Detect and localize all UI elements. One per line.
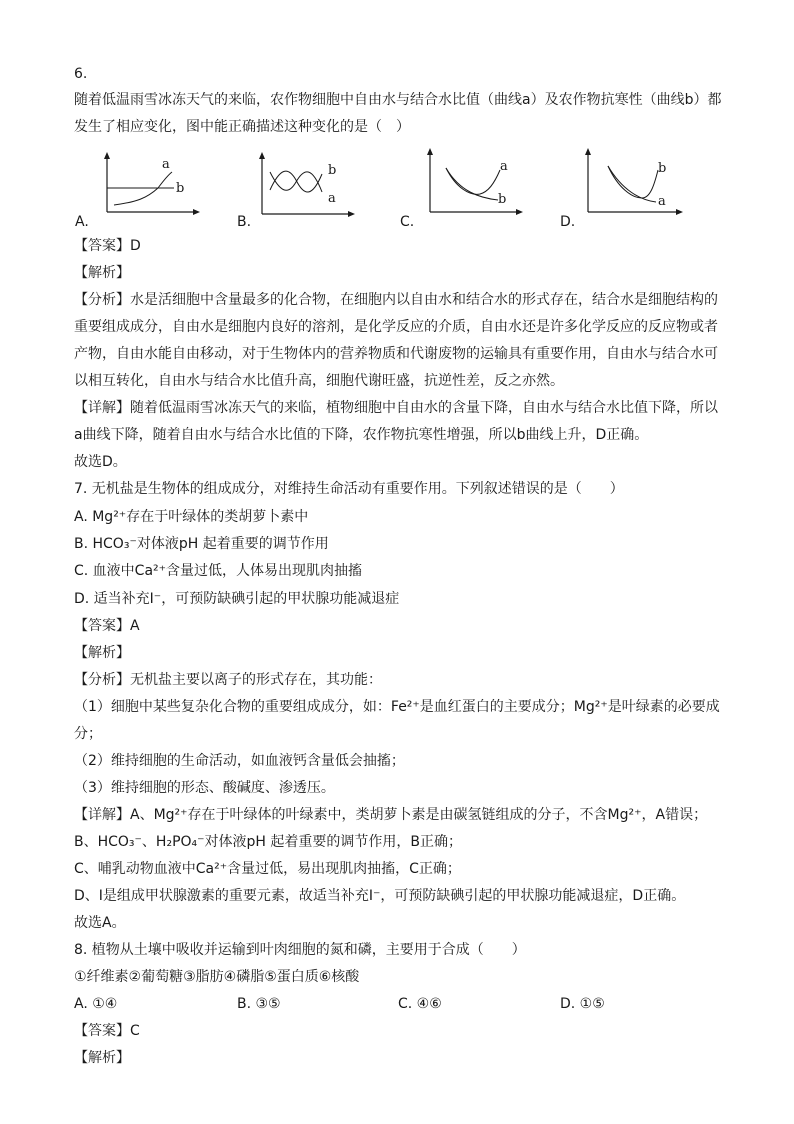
option-7d: D. 适当补充I⁻，可预防缺碘引起的甲状腺功能减退症 <box>74 591 400 607</box>
question-7-detail-line1: 【详解】A、Mg²⁺存在于叶绿体的叶绿素中，类胡萝卜素是由碳氢链组成的分子，不含Mg²⁺，A错误； <box>74 807 708 823</box>
question-6-stem-line1: 随着低温雨雪冰冻天气的来临，农作物细胞中自由水与结合水比值（曲线a）及农作物抗寒性（曲线b）都 <box>74 92 722 108</box>
question-6-analysis-line4: 以相互转化，自由水与结合水比值升高，细胞代谢旺盛，抗逆性差，反之亦然。 <box>74 373 564 389</box>
graph-d-label-mid: a <box>658 194 666 209</box>
question-8-stem: 8. 植物从土壤中吸收并运输到叶肉细胞的氮和磷，主要用于合成（ ） <box>74 942 526 958</box>
question-8-items: ①纤维素②葡萄糖③脂肪④磷脂⑤蛋白质⑥核酸 <box>74 969 360 985</box>
graph-a-label-mid: b <box>176 181 185 196</box>
question-6-detail-line1: 【详解】随着低温雨雪冰冻天气的来临，植物细胞中自由水的含量下降，自由水与结合水比值下降，所以 <box>74 400 718 416</box>
question-6-analysis-line3: 产物，自由水能自由移动，对于生物体内的营养物质和代谢废物的运输具有重要作用，自由水与结合水可 <box>74 346 718 362</box>
question-6-choose: 故选D。 <box>74 454 127 470</box>
question-7-analysis-line3: 分； <box>74 726 102 742</box>
graph-option-c <box>420 146 530 218</box>
question-6-answer: 【答案】D <box>74 238 141 254</box>
question-7-analysis-line2: （1）细胞中某些复杂化合物的重要组成成分，如：Fe²⁺是血红蛋白的主要成分；Mg²⁺是叶绿素的必要成 <box>74 699 720 715</box>
question-8-jiexi: 【解析】 <box>74 1050 130 1066</box>
question-6-analysis-line2: 重要组成成分，自由水是细胞内良好的溶剂，是化学反应的介质，自由水还是许多化学反应的反应物或者 <box>74 319 718 335</box>
option-7c: C. 血液中Ca²⁺含量过低，人体易出现肌肉抽搐 <box>74 563 363 579</box>
graph-b-label-mid: a <box>328 191 336 206</box>
question-7-detail-line3: C、哺乳动物血液中Ca²⁺含量过低，易出现肌肉抽搐，C正确； <box>74 861 461 877</box>
question-7-analysis-line1: 【分析】无机盐主要以离子的形式存在，其功能： <box>74 672 382 688</box>
question-7-detail-line4: D、I是组成甲状腺激素的重要元素，故适当补充I⁻，可预防缺碘引起的甲状腺功能减退症，D正确。 <box>74 888 686 904</box>
option-7b: B. HCO₃⁻对体液pH 起着重要的调节作用 <box>74 536 329 552</box>
option-6d-label: D. <box>560 214 576 230</box>
option-8a: A. ①④ <box>74 996 118 1012</box>
graph-c-label-top: a <box>500 159 508 174</box>
question-7-analysis-line4: （2）维持细胞的生命活动，如血液钙含量低会抽搐； <box>74 753 405 769</box>
option-6b-label: B. <box>237 214 252 230</box>
option-7a: A. Mg²⁺存在于叶绿体的类胡萝卜素中 <box>74 509 309 525</box>
graph-d-label-top: b <box>658 161 667 176</box>
graph-option-d <box>580 146 690 218</box>
option-6a-label: A. <box>75 214 89 230</box>
option-8b: B. ③⑤ <box>237 996 281 1012</box>
question-6-number: 6. <box>74 66 88 82</box>
option-8d: D. ①⑤ <box>560 996 605 1012</box>
question-6-jiexi: 【解析】 <box>74 265 130 281</box>
question-6-detail-line2: a曲线下降，随着自由水与结合水比值的下降，农作物抗寒性增强，所以b曲线上升，D正确。 <box>74 427 649 443</box>
question-7-answer: 【答案】A <box>74 618 140 634</box>
question-7-choose: 故选A。 <box>74 915 126 931</box>
graph-a-label-top: a <box>162 157 170 172</box>
graph-option-a <box>92 150 202 220</box>
question-7-jiexi: 【解析】 <box>74 645 130 661</box>
option-8c: C. ④⑥ <box>398 996 442 1012</box>
option-6c-label: C. <box>400 214 415 230</box>
question-6-stem-line2: 发生了相应变化，图中能正确描述这种变化的是（ ） <box>74 119 410 135</box>
question-7-analysis-line5: （3）维持细胞的形态、酸碱度、渗透压。 <box>74 780 335 796</box>
graph-b-label-top: b <box>328 163 337 178</box>
question-7-stem: 7. 无机盐是生物体的组成成分，对维持生命活动有重要作用。下列叙述错误的是（ ） <box>74 481 624 497</box>
graph-option-b <box>252 150 362 220</box>
question-7-detail-line2: B、HCO₃⁻、H₂PO₄⁻对体液pH 起着重要的调节作用，B正确； <box>74 834 462 850</box>
graph-c-label-mid: b <box>498 192 507 207</box>
question-6-analysis-line1: 【分析】水是活细胞中含量最多的化合物，在细胞内以自由水和结合水的形式存在，结合水是细胞结构的 <box>74 292 718 308</box>
question-8-answer: 【答案】C <box>74 1023 140 1039</box>
